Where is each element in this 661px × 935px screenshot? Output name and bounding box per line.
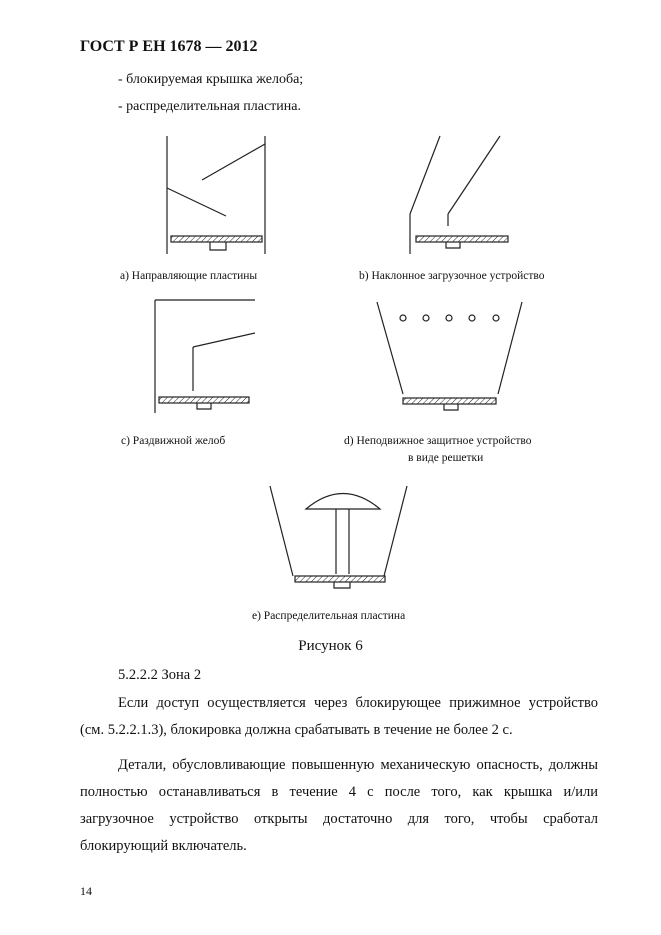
paragraph: Детали, обусловливающие повышенную механическую опасность, должны полностью останавливаться в течение 4 с после того, как крышка и/или загрузочное устройство открыты достаточно для того, чтобы сработал блокирующий включатель. bbox=[80, 757, 598, 854]
figure-c-caption: с) Раздвижной желоб bbox=[121, 435, 226, 447]
figure-a-caption: а) Направляющие пластины bbox=[120, 270, 258, 282]
figure-d-caption-line1: d) Неподвижное защитное устройство bbox=[344, 435, 532, 447]
figure-d-drawing bbox=[370, 298, 530, 413]
document-header: ГОСТ Р ЕН 1678 — 2012 bbox=[80, 38, 258, 55]
figure-c-drawing bbox=[145, 295, 260, 420]
bullet-item: - блокируемая крышка желоба; bbox=[118, 72, 304, 87]
figure-d-caption-line2: в виде решетки bbox=[408, 452, 484, 464]
figure-e-drawing bbox=[260, 480, 415, 595]
figure-title: Рисунок 6 bbox=[298, 638, 363, 654]
paragraph: Если доступ осуществляется через блокирующее прижимное устройство (см. 5.2.2.1.3), блокировка должна срабатывать в течение не более 2 с. bbox=[80, 695, 598, 738]
section-heading: 5.2.2.2 Зона 2 bbox=[118, 667, 202, 683]
figure-b-drawing bbox=[400, 130, 520, 260]
figure-a-drawing bbox=[160, 130, 275, 260]
figure-e-caption: е) Распределительная пластина bbox=[252, 610, 406, 622]
page-number: 14 bbox=[80, 884, 92, 898]
body-text bbox=[80, 690, 598, 860]
bullet-item: - распределительная пластина. bbox=[118, 99, 301, 114]
figure-b-caption: b) Наклонное загрузочное устройство bbox=[359, 270, 545, 282]
